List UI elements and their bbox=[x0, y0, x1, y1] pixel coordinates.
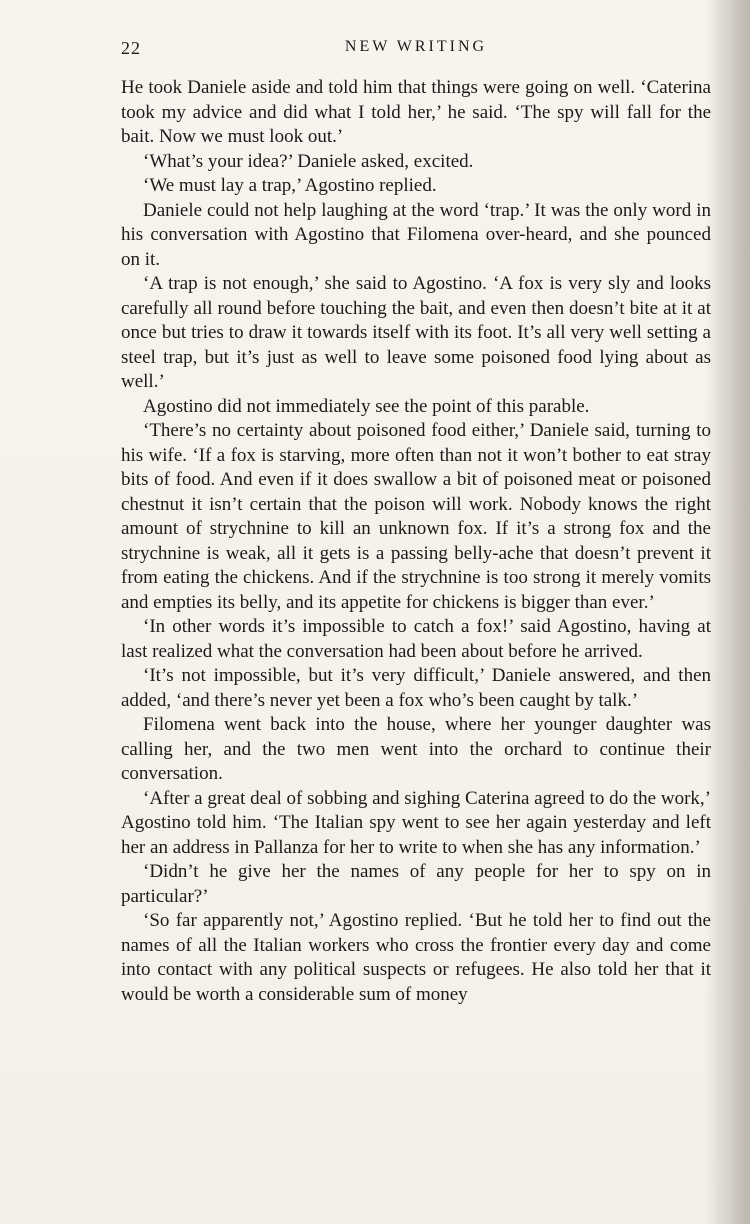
running-head: NEW WRITING bbox=[344, 38, 488, 55]
page-edge-shadow bbox=[716, 0, 750, 1224]
paragraph-5: ‘A trap is not enough,’ she said to Agostino. ‘A fox is very sly and looks carefully all round before touching the bait, and even then doesn’t bite at it at once but tries to draw it towards itself with its foot. It’s all very well setting a steel trap, but it’s just as well to leave some poisoned food lying about as well.’ bbox=[121, 273, 711, 392]
paragraph-3: ‘We must lay a trap,’ Agostino replied. bbox=[143, 175, 437, 196]
paragraph-12: ‘Didn’t he give her the names of any people for her to spy on in particular?’ bbox=[121, 861, 711, 907]
paragraph-9: ‘It’s not impossible, but it’s very difficult,’ Daniele answered, and then added, ‘and there’s never yet been a fox who’s been caught by talk.’ bbox=[121, 665, 711, 711]
page-number: 22 bbox=[121, 38, 141, 58]
paragraph-2: ‘What’s your idea?’ Daniele asked, excited. bbox=[143, 150, 474, 172]
paragraph-4: Daniele could not help laughing at the word ‘trap.’ It was the only word in his conversation with Agostino that Filomena over-heard, and she pounced on it. bbox=[121, 199, 711, 270]
paragraph-8: ‘In other words it’s impossible to catch a fox!’ said Agostino, having at last realized what the conversation had been about before he arrived. bbox=[121, 616, 711, 662]
paragraph-6: Agostino did not immediately see the point of this parable. bbox=[143, 395, 590, 417]
paragraph-10: Filomena went back into the house, where her younger daughter was calling her, and the two men went into the orchard to continue their conversation. bbox=[121, 714, 711, 784]
paragraph-13: ‘So far apparently not,’ Agostino replied. ‘But he told her to find out the names of all the Italian workers who cross the frontier every day and come into contact with any political suspects or refugees. He also told her that it would be worth a considerable sum of money bbox=[121, 910, 711, 1005]
paragraph-7: ‘There’s no certainty about poisoned food either,’ Daniele said, turning to his wife. ‘If a fox is starving, more often than not it won’t bother to eat stray bits of food. And even if it does swallow a bit of poisoned meat or poisoned chestnut it isn’t certain that the poison will work. Nobody knows the right amount of strychnine to kill an unknown fox. If it’s a strong fox and the strychnine is weak, all it gets is a passing belly-ache that doesn’t prevent it from eating the chickens. And if the strychnine is too strong it merely vomits and empties its belly, and its appetite for chickens is bigger than ever.’ bbox=[121, 420, 711, 613]
paragraph-11: ‘After a great deal of sobbing and sighing Caterina agreed to do the work,’ Agostino told him. ‘The Italian spy went to see her again yesterday and left her an address in Pallanza for her to write to when she has any information.’ bbox=[121, 787, 711, 858]
page-header bbox=[121, 38, 711, 62]
paragraph-1: He took Daniele aside and told him that things were going on well. ‘Caterina took my advice and did what I told her,’ he said. ‘The spy will fall for the bait. Now we must look out.’ bbox=[121, 77, 711, 147]
body-text bbox=[121, 76, 711, 1007]
